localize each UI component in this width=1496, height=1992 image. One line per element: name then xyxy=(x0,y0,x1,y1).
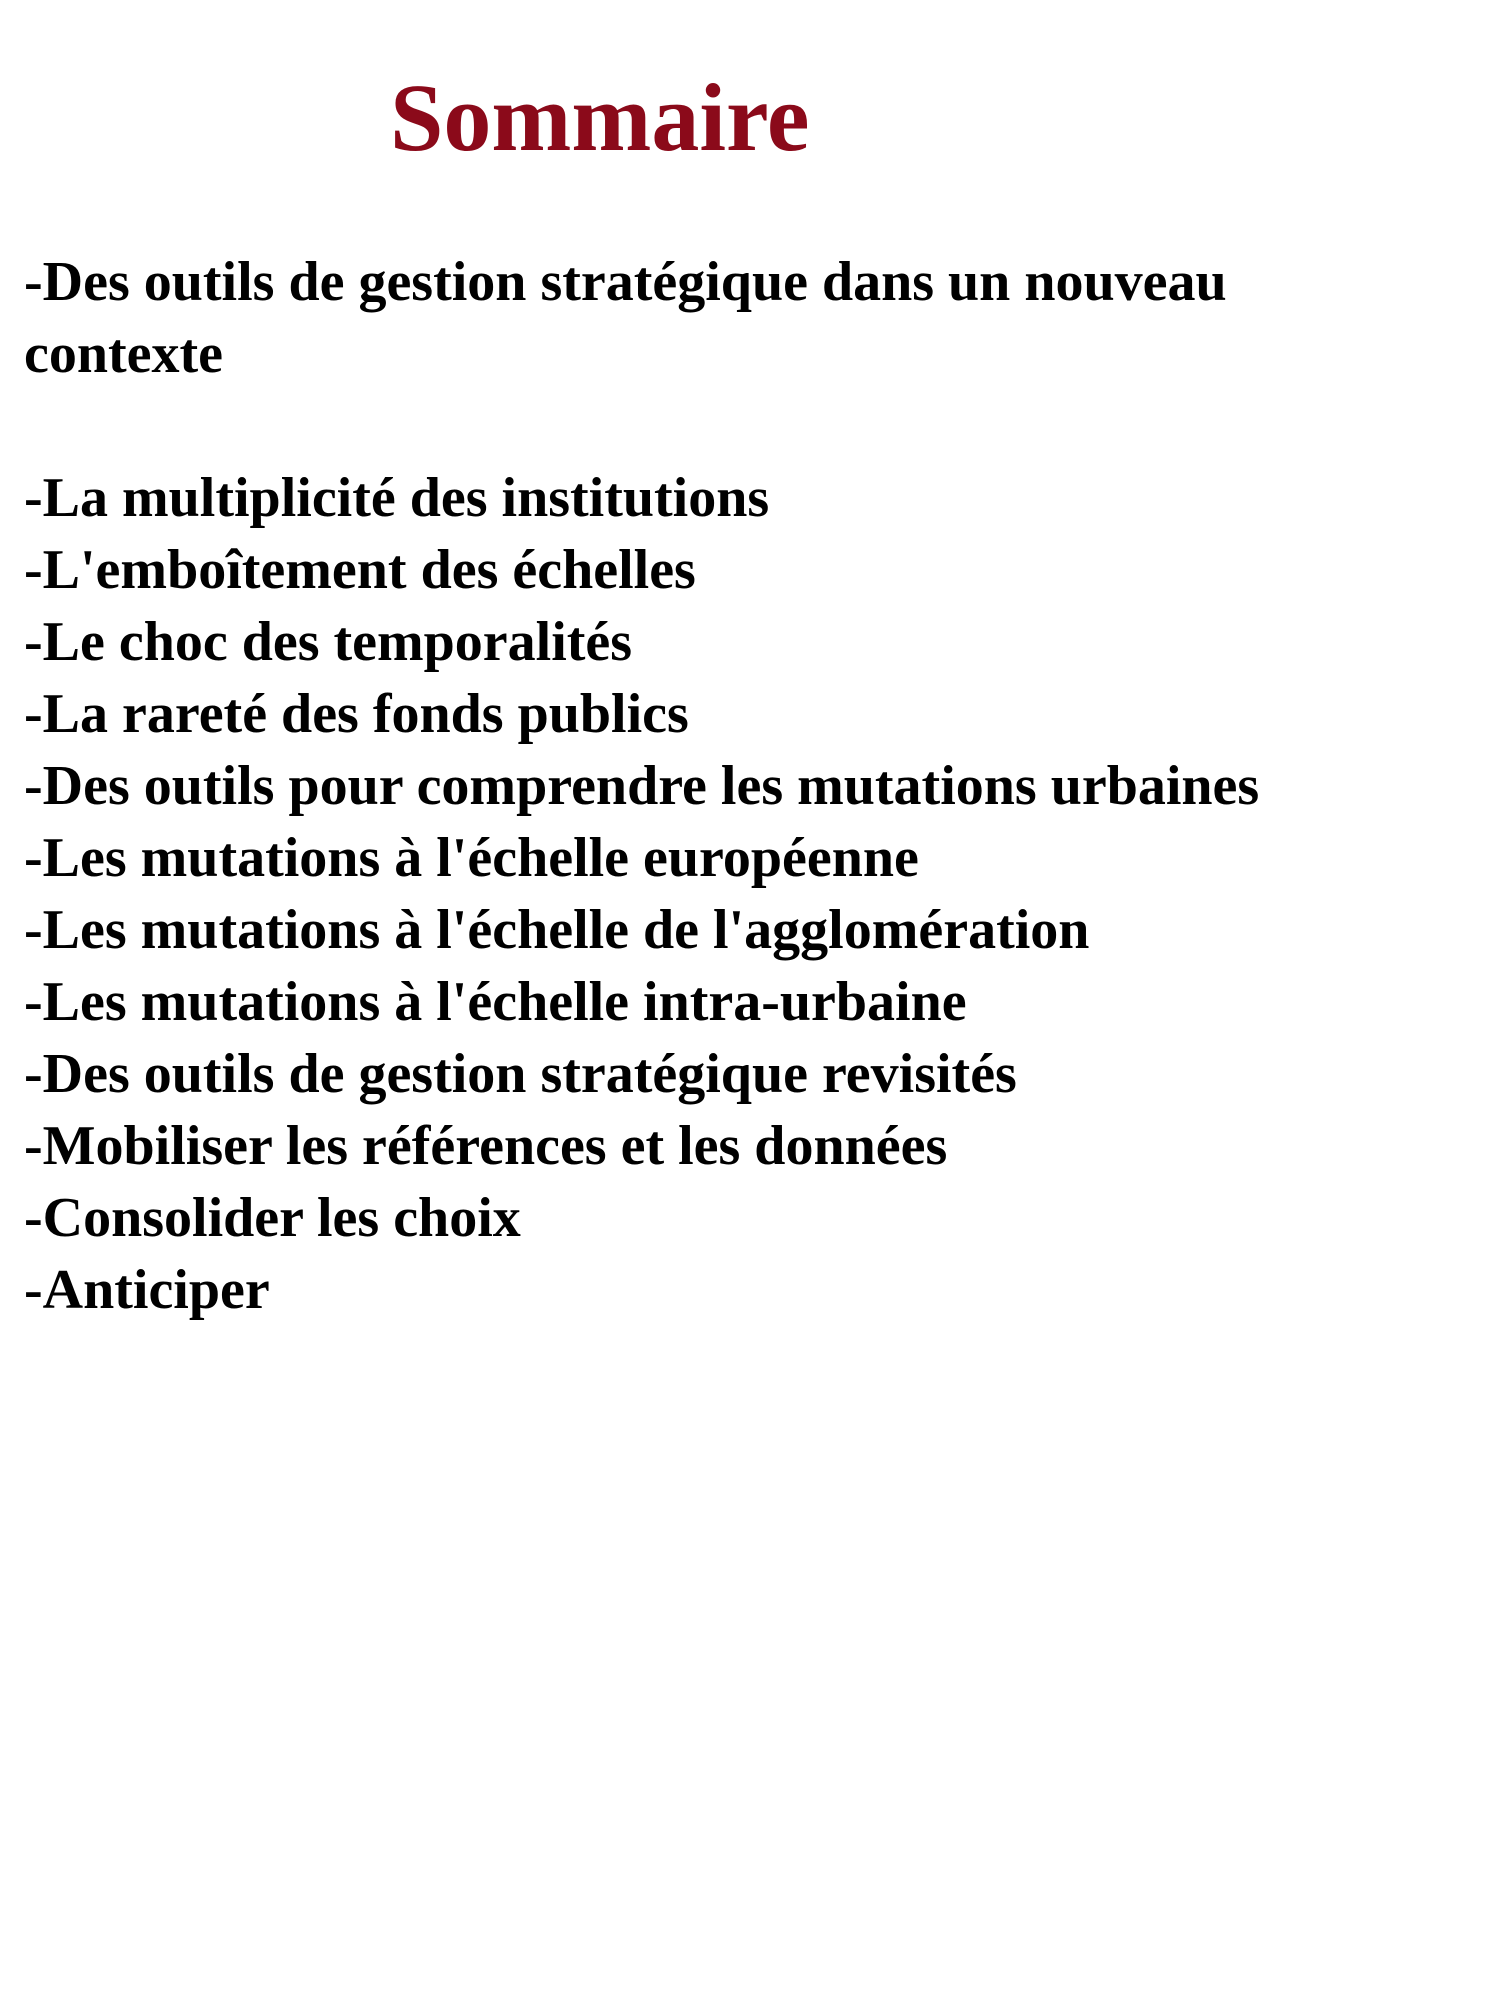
toc-item-10: -Des outils de gestion stratégique revisités xyxy=(24,1043,1017,1105)
toc-item-5: -La rareté des fonds publics xyxy=(24,683,689,745)
toc-item-4: -Le choc des temporalités xyxy=(24,611,633,673)
toc-item-6: -Des outils pour comprendre les mutations urbaines xyxy=(24,755,1260,817)
toc-item-13: -Anticiper xyxy=(24,1259,270,1321)
toc-item-9: -Les mutations à l'échelle intra-urbaine xyxy=(24,971,967,1033)
toc-item-12: -Consolider les choix xyxy=(24,1187,521,1249)
toc-item-1: -Des outils de gestion stratégique dans un nouveau contexte xyxy=(24,251,1227,385)
toc-item-11: -Mobiliser les références et les données xyxy=(24,1115,948,1177)
toc-item-2: -La multiplicité des institutions xyxy=(24,467,770,529)
toc-item-3: -L'emboîtement des échelles xyxy=(24,539,696,601)
page-title: Sommaire xyxy=(390,64,810,171)
toc-item-8: -Les mutations à l'échelle de l'agglomération xyxy=(24,899,1090,961)
toc-item-7: -Les mutations à l'échelle européenne xyxy=(24,827,919,889)
table-of-contents xyxy=(24,246,1464,1326)
